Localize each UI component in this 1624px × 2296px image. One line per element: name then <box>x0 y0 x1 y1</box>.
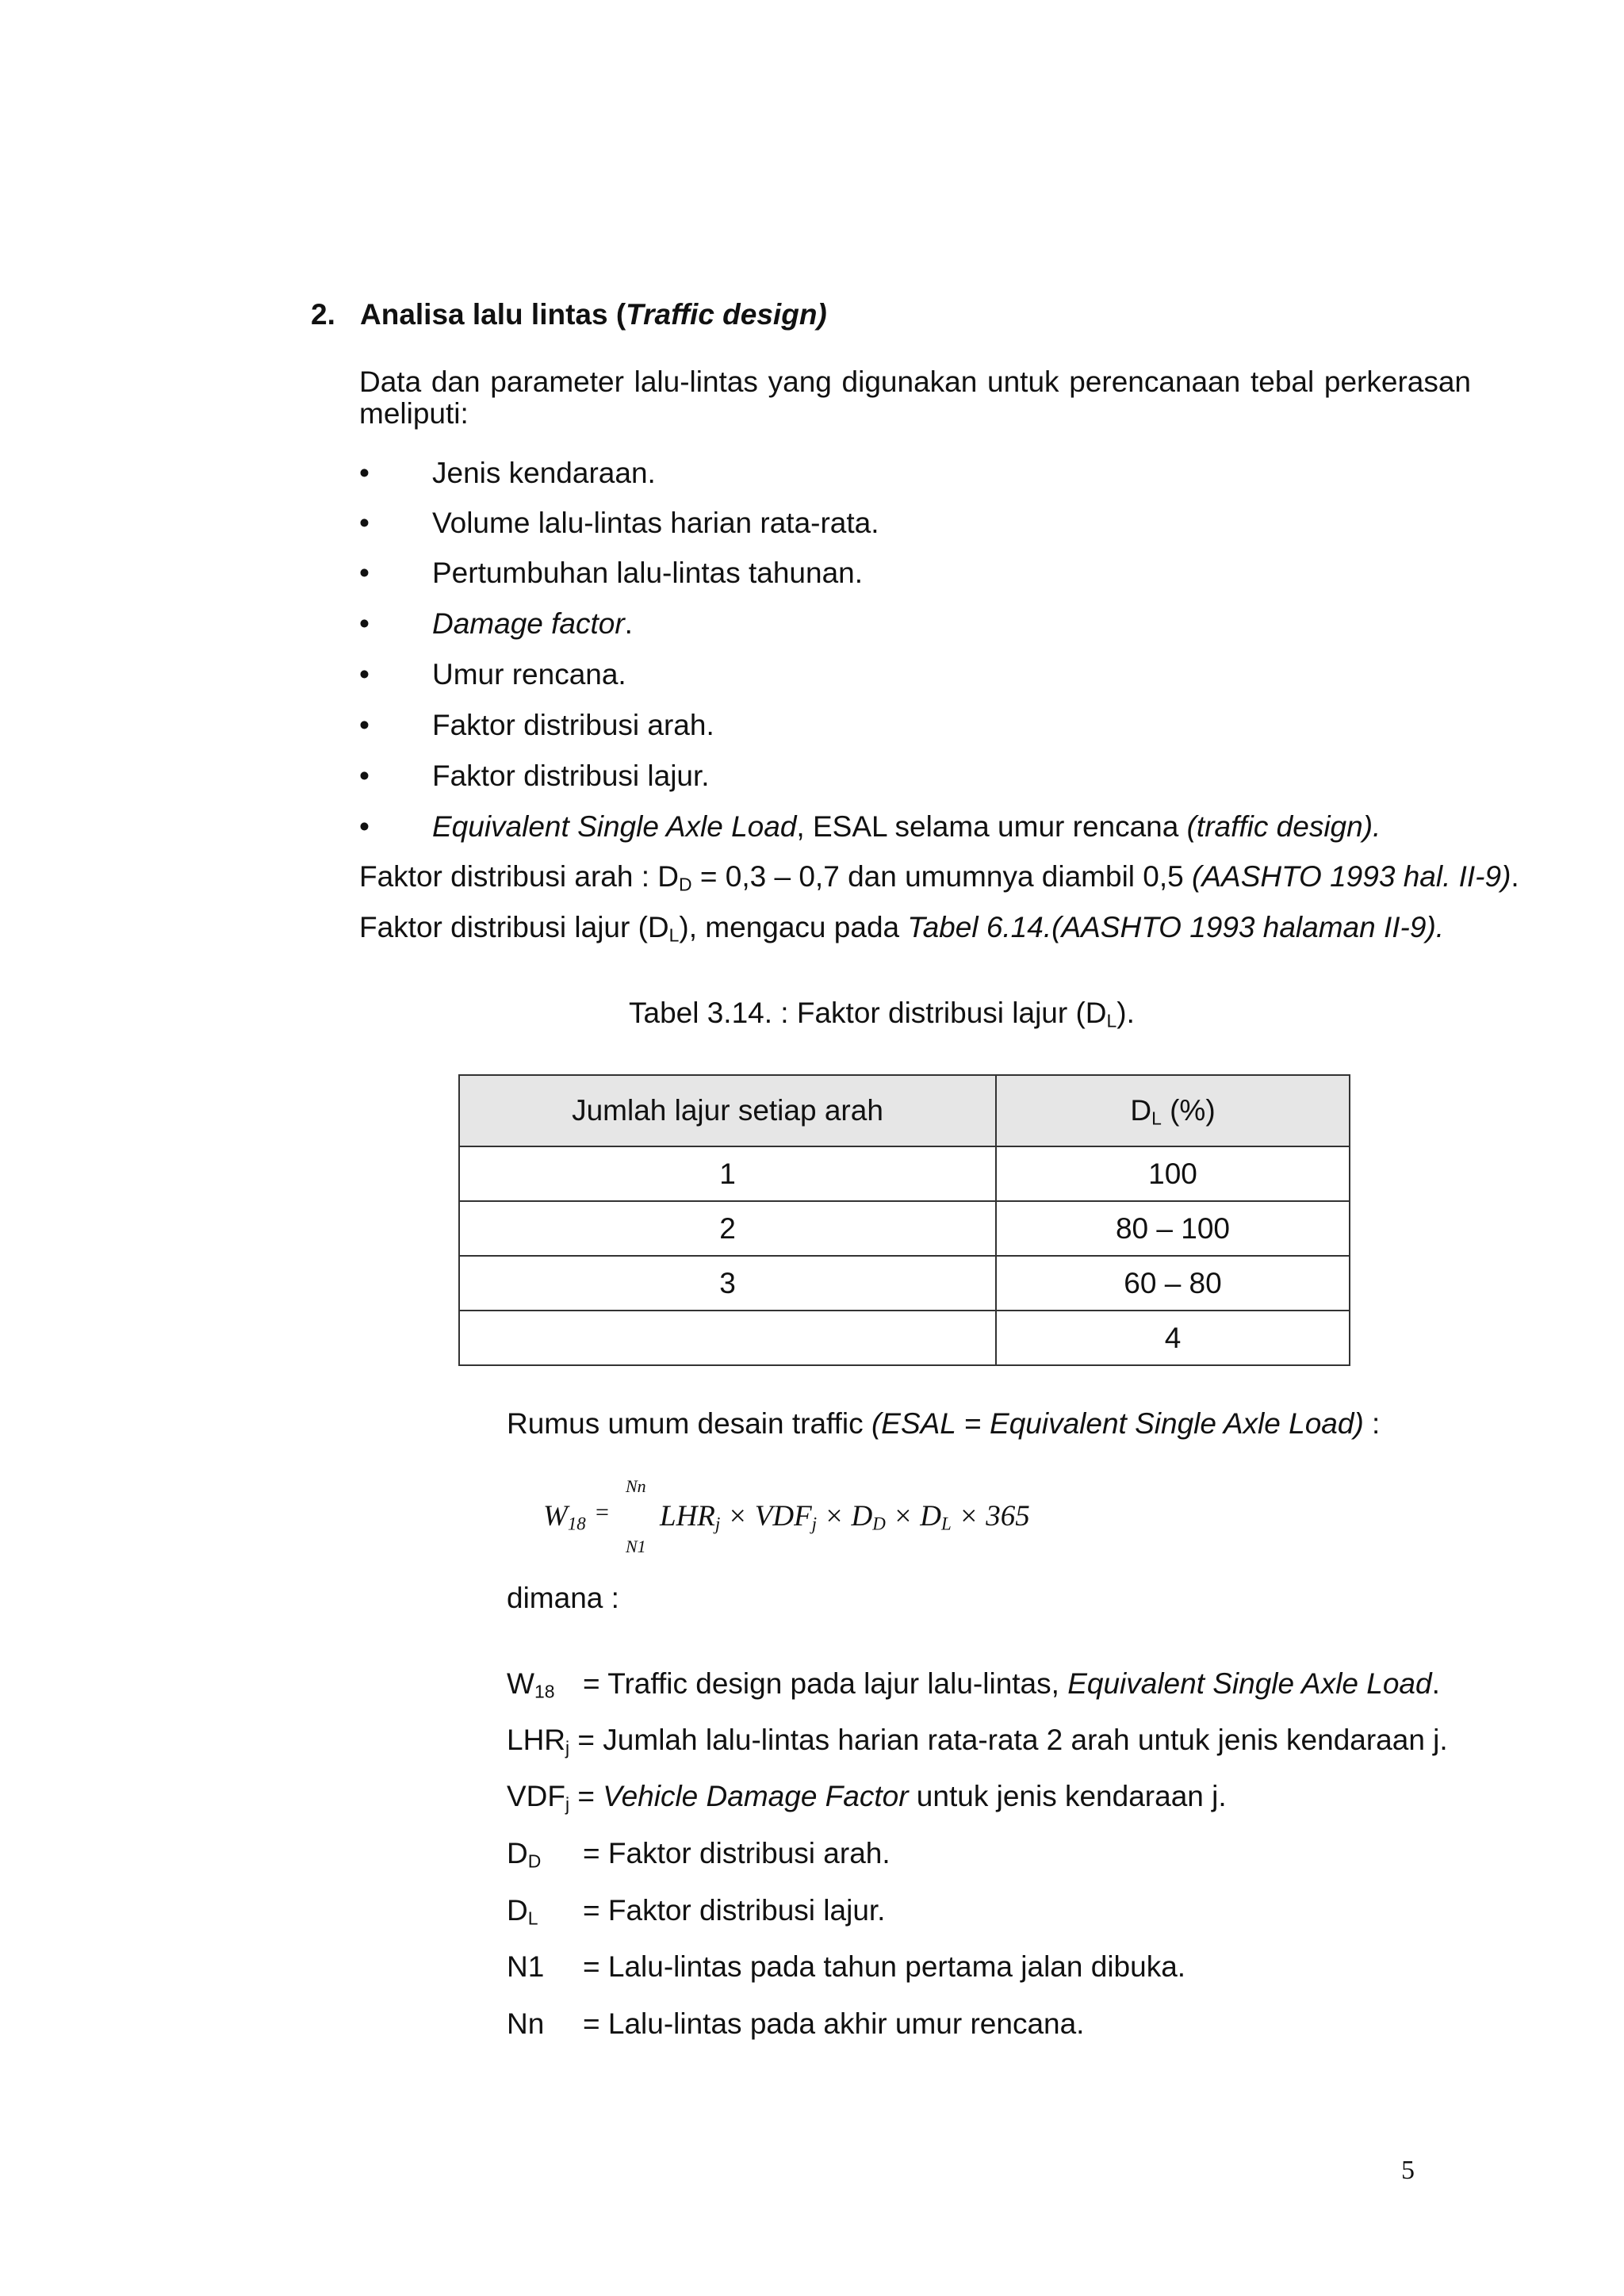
section-title: Analisa lalu lintas ( <box>360 298 626 331</box>
text: × 365 <box>959 1500 1030 1533</box>
definition-dl <box>507 1894 885 1927</box>
bullet-symbol: • <box>359 709 370 741</box>
bullet-symbol: • <box>359 810 370 843</box>
subscript: D <box>527 1850 542 1872</box>
table-row <box>459 1146 1350 1201</box>
formula-terms <box>660 1499 1030 1533</box>
bullet-item <box>359 658 626 691</box>
subscript: D <box>679 874 692 895</box>
cell-lanes: 1 <box>459 1146 996 1201</box>
definition-symbol <box>507 1894 583 1927</box>
lane-distribution-table <box>458 1074 1350 1366</box>
text: = Jumlah lalu-lintas harian rata-rata 2 arah untuk jenis kendaraan j. <box>569 1724 1448 1756</box>
subscript: L <box>1151 1108 1162 1129</box>
text: = <box>569 1780 603 1812</box>
cell-dl: 4 <box>996 1311 1350 1365</box>
bullet-text: Faktor distribusi lajur. <box>432 760 710 792</box>
section-title-italic: Traffic design) <box>626 298 827 331</box>
text: × D <box>824 1500 873 1533</box>
text: Rumus umum desain traffic <box>507 1407 871 1440</box>
subscript: j <box>714 1513 721 1534</box>
cell-lanes: 2 <box>459 1201 996 1256</box>
cell-dl: 100 <box>996 1146 1350 1201</box>
text: . <box>1431 1667 1440 1700</box>
bullet-symbol: • <box>359 557 370 589</box>
definition-symbol <box>507 1667 583 1701</box>
text: VDF <box>507 1780 565 1812</box>
cell-dl: 80 – 100 <box>996 1201 1350 1256</box>
text: . <box>1511 860 1519 893</box>
header-lanes: Jumlah lajur setiap arah <box>459 1075 996 1146</box>
subscript: j <box>811 1513 818 1534</box>
bullet-item <box>359 557 863 590</box>
bullet-text: , ESAL selama umur rencana <box>796 810 1187 843</box>
definition-vdf <box>507 1780 1227 1813</box>
bullet-text: Jenis kendaraan. <box>432 457 656 489</box>
text: ). <box>1116 997 1135 1029</box>
text: LHR <box>507 1724 566 1756</box>
subscript: L <box>1106 1010 1117 1031</box>
cell-lanes: 3 <box>459 1256 996 1311</box>
definition-symbol: Nn <box>507 2007 545 2040</box>
bullet-symbol: • <box>359 607 370 640</box>
bullet-item <box>359 457 656 490</box>
bullet-symbol: • <box>359 507 370 539</box>
text: = Traffic design pada lajur lalu-lintas, <box>583 1667 1068 1700</box>
reference: Tabel 6.14.(AASHTO 1993 halaman II-9). <box>907 911 1445 943</box>
text: = Lalu-lintas pada akhir umur rencana. <box>583 2007 1085 2040</box>
text: = Lalu-lintas pada tahun pertama jalan dibuka. <box>583 1950 1186 1983</box>
subscript: j <box>565 1737 570 1758</box>
text-italic: Equivalent Single Axle Load <box>1067 1667 1432 1700</box>
sum-upper-limit: Nn <box>626 1476 646 1496</box>
bullet-item <box>359 607 633 641</box>
paragraph-dd <box>359 860 1519 894</box>
cell-lanes <box>459 1311 996 1365</box>
bullet-text: . <box>624 607 633 640</box>
bullet-text: Volume lalu-lintas harian rata-rata. <box>432 507 879 539</box>
text: Tabel 3.14. : Faktor distribusi lajur (D <box>629 997 1107 1029</box>
table-header-row <box>459 1075 1350 1146</box>
text-italic: (ESAL <box>871 1407 956 1440</box>
cell-dl: 60 – 80 <box>996 1256 1350 1311</box>
intro-paragraph <box>359 366 1471 430</box>
header-dl <box>996 1075 1350 1146</box>
bullet-symbol: • <box>359 760 370 792</box>
definition-lhr <box>507 1724 1448 1757</box>
bullet-text: Faktor distribusi arah. <box>432 709 714 741</box>
text: W <box>507 1667 534 1700</box>
text: ), mengacu pada <box>679 911 908 943</box>
equals-sign: = <box>596 1499 609 1525</box>
intro-line-2: meliputi: <box>359 397 469 430</box>
bullet-item <box>359 709 714 742</box>
subscript: L <box>941 1513 952 1534</box>
dimana-label: dimana : <box>507 1582 619 1614</box>
table-caption <box>629 997 1135 1030</box>
subscript: 18 <box>534 1681 555 1702</box>
text: W <box>543 1500 568 1533</box>
bullet-text-italic: Damage factor <box>432 607 625 640</box>
text: = <box>956 1407 990 1440</box>
bullet-text-italic: Equivalent Single Axle Load <box>432 810 797 843</box>
bullet-item <box>359 507 879 540</box>
bullet-symbol: • <box>359 658 370 691</box>
definition-n1 <box>507 1950 1185 1984</box>
definition-nn <box>507 2007 1084 2041</box>
subscript: j <box>565 1793 570 1815</box>
bullet-symbol: • <box>359 457 370 489</box>
table-row <box>459 1311 1350 1365</box>
text: untuk jenis kendaraan j. <box>908 1780 1227 1812</box>
text: = 0,3 – 0,7 dan umumnya diambil 0,5 <box>691 860 1193 893</box>
intro-line-1: Data dan parameter lalu-lintas yang digunakan untuk perencanaan tebal perkerasan <box>359 365 1471 398</box>
text: × D <box>893 1500 942 1533</box>
text: LHR <box>660 1500 715 1533</box>
text: Faktor distribusi arah : D <box>359 860 680 893</box>
text: Faktor distribusi lajur (D <box>359 911 669 943</box>
text: D <box>507 1894 528 1927</box>
text: × VDF <box>727 1500 812 1533</box>
definition-dd <box>507 1837 891 1870</box>
bullet-text: Umur rencana. <box>432 658 626 691</box>
formula-lhs <box>543 1499 586 1533</box>
reference: (AASHTO 1993 hal. II-9) <box>1192 860 1511 893</box>
bullet-item <box>359 760 710 793</box>
paragraph-dl <box>359 911 1444 944</box>
subscript: 18 <box>567 1513 586 1534</box>
text: : <box>1363 1407 1381 1440</box>
definition-symbol <box>507 1837 583 1870</box>
text: = Faktor distribusi arah. <box>583 1837 891 1869</box>
definition-symbol: N1 <box>507 1950 545 1983</box>
text-italic: Vehicle Damage Factor <box>603 1780 909 1812</box>
definition-w18 <box>507 1667 1440 1701</box>
section-heading <box>311 298 827 331</box>
bullet-text-italic: (traffic design). <box>1186 810 1381 843</box>
text: (%) <box>1161 1094 1216 1127</box>
page-number: 5 <box>1401 2156 1415 2185</box>
text: D <box>1130 1094 1152 1127</box>
subscript: L <box>527 1908 538 1929</box>
table-row <box>459 1256 1350 1311</box>
bullet-text: Pertumbuhan lalu-lintas tahunan. <box>432 557 864 589</box>
text: D <box>507 1837 528 1869</box>
text-italic: Equivalent Single Axle Load) <box>990 1407 1364 1440</box>
sum-lower-limit: N1 <box>626 1536 646 1556</box>
formula-intro <box>507 1407 1380 1441</box>
section-number: 2. <box>311 298 335 331</box>
subscript: L <box>668 924 680 946</box>
bullet-item <box>359 810 1381 844</box>
subscript: D <box>872 1513 886 1534</box>
text: = Faktor distribusi lajur. <box>583 1894 886 1927</box>
table-row <box>459 1201 1350 1256</box>
